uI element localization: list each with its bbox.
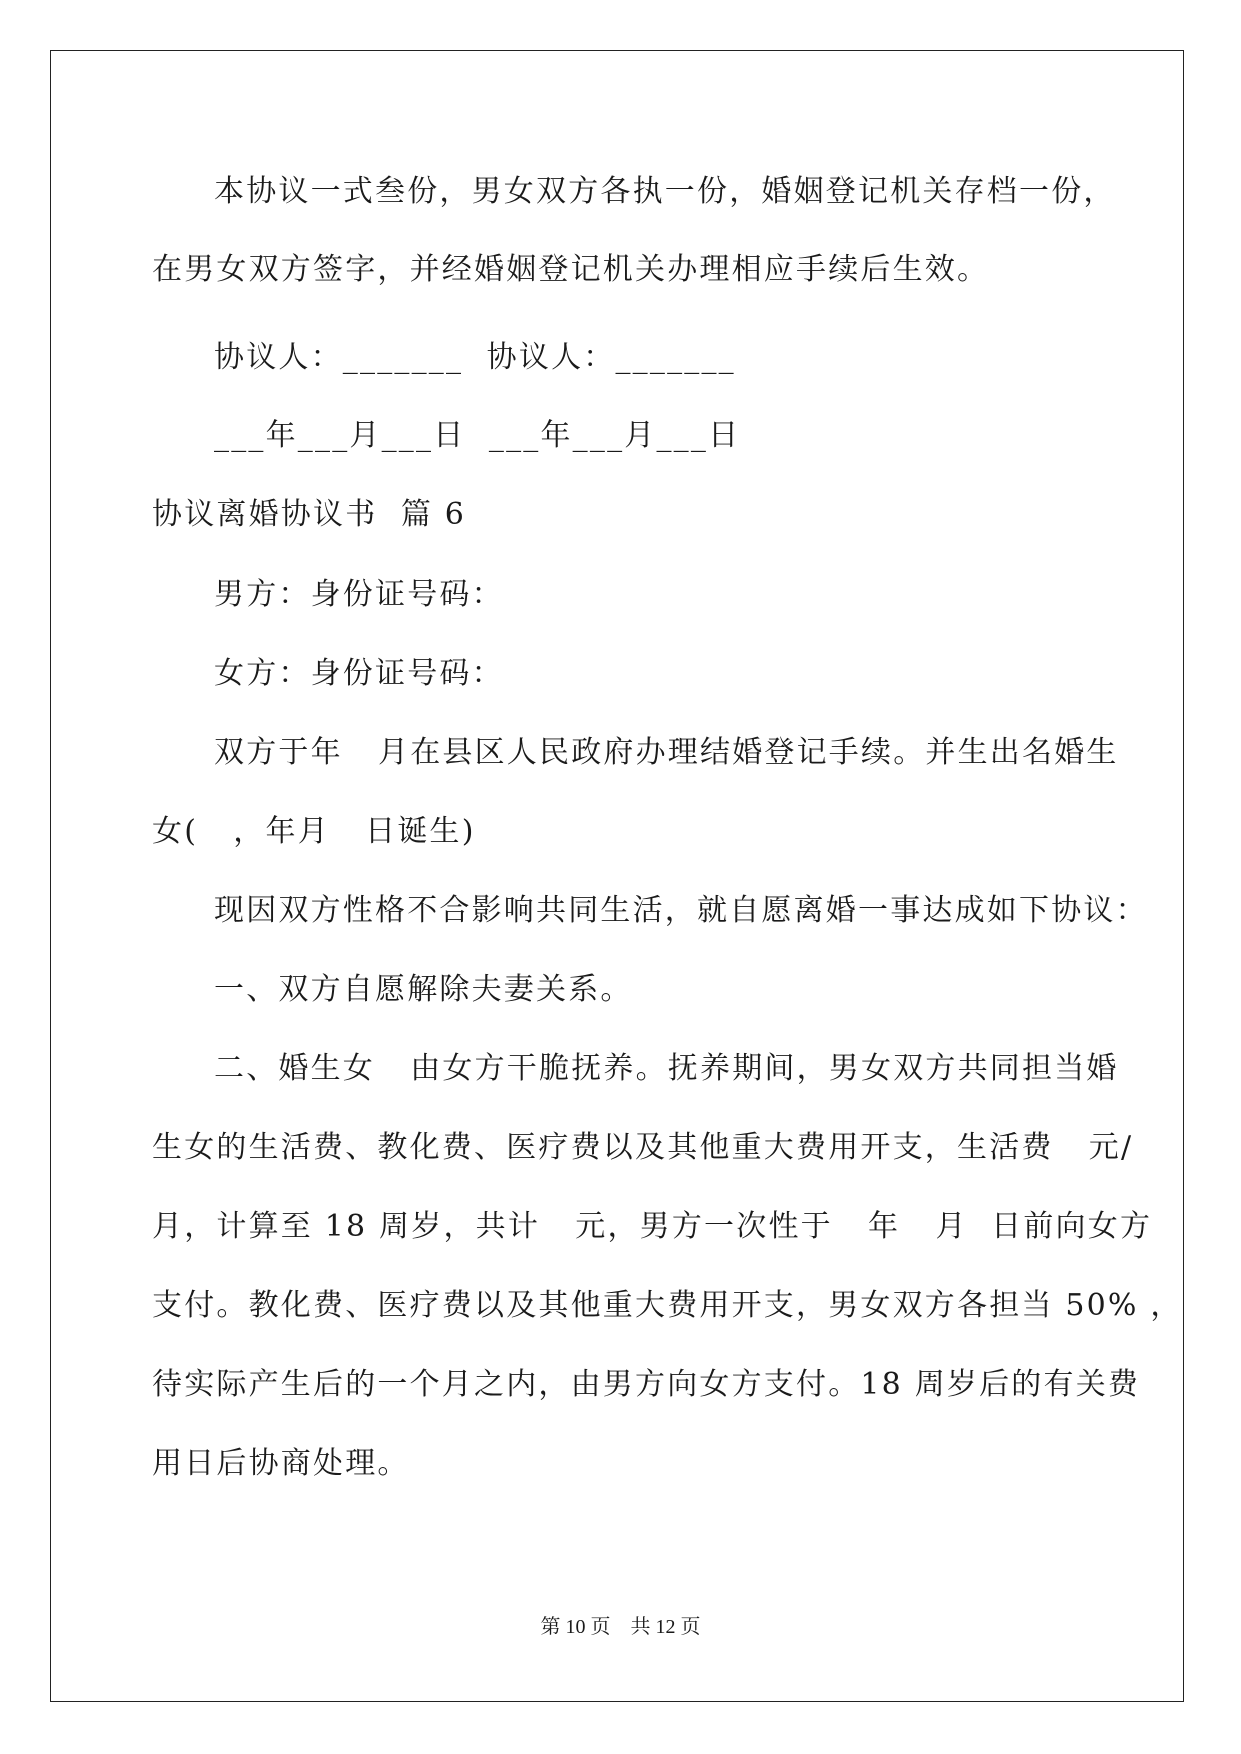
clause-two-line-3: 月，计算至 18 周岁，共计 元，男方一次性于 年 月 日前向女方 — [152, 1209, 1153, 1244]
paragraph-copies-line-1: 本协议一式叁份，男女双方各执一份，婚姻登记机关存档一份， — [214, 174, 1116, 209]
clause-one: 一、双方自愿解除夫妻关系。 — [214, 972, 633, 1007]
signatories-line: 协议人：_______ 协议人：_______ — [214, 340, 736, 375]
page-number-footer: 第 10 页 共 12 页 — [540, 1616, 701, 1638]
marriage-registration-line-1: 双方于年 月在县区人民政府办理结婚登记手续。并生出名婚生 — [214, 735, 1119, 770]
section-heading: 协议离婚协议书 篇 6 — [152, 497, 467, 532]
clause-two-line-4: 支付。教化费、医疗费以及其他重大费用开支，男女双方各担当 50% ， — [152, 1288, 1183, 1323]
clause-two-line-6: 用日后协商处理。 — [152, 1446, 410, 1481]
paragraph-copies-line-2: 在男女双方签字，并经婚姻登记机关办理相应手续后生效。 — [152, 252, 990, 287]
clause-two-line-1: 二、婚生女 由女方干脆抚养。抚养期间，男女双方共同担当婚 — [214, 1051, 1119, 1086]
marriage-registration-line-2: 女( ，年月 日诞生) — [152, 814, 476, 849]
date-line: ___年___月___日 ___年___月___日 — [214, 418, 741, 453]
clause-two-line-2: 生女的生活费、教化费、医疗费以及其他重大费用开支，生活费 元/ — [152, 1130, 1134, 1165]
female-party-line: 女方：身份证号码： — [214, 656, 504, 691]
agreement-intro-line: 现因双方性格不合影响共同生活，就自愿离婚一事达成如下协议： — [214, 893, 1148, 928]
clause-two-line-5: 待实际产生后的一个月之内，由男方向女方支付。18 周岁后的有关费 — [152, 1367, 1141, 1402]
male-party-line: 男方：身份证号码： — [214, 577, 504, 612]
